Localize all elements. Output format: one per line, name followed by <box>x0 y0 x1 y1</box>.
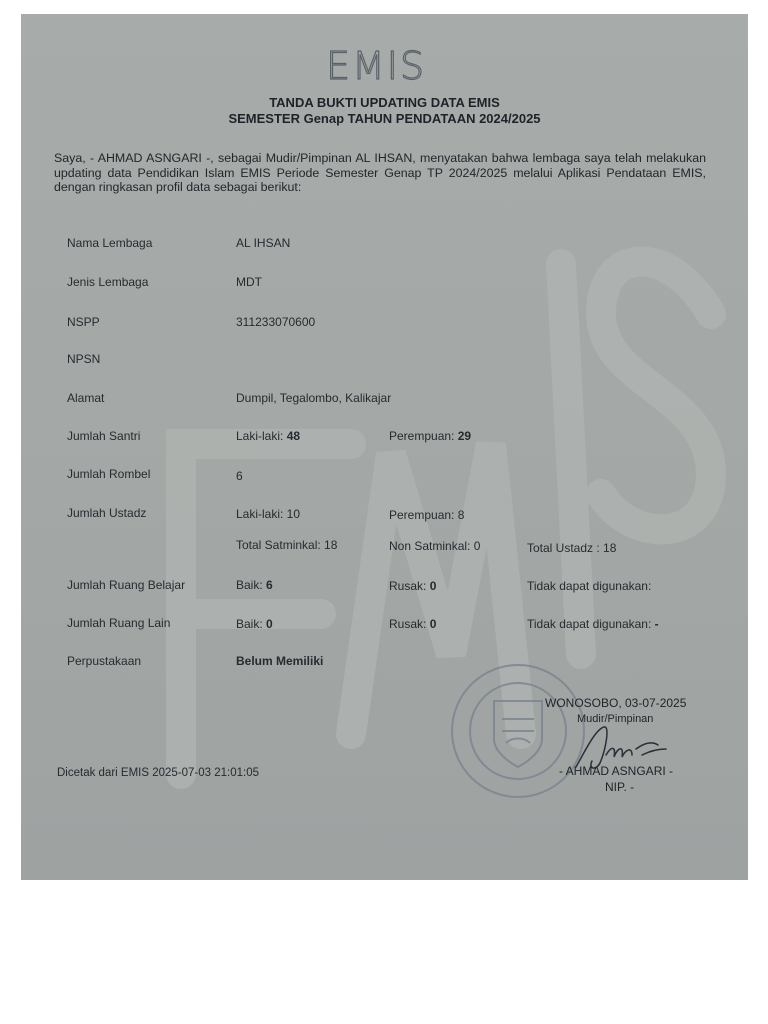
label-alamat: Alamat <box>67 391 105 405</box>
value-ustadz-laki: Laki-laki: 10 <box>236 507 301 521</box>
value-ruang-lain-rusak: Rusak: 0 <box>389 617 437 631</box>
document-subtitle: SEMESTER Genap TAHUN PENDATAAN 2024/2025 <box>228 111 541 126</box>
value-jumlah-rombel: 6 <box>236 469 243 483</box>
value-ruang-belajar-rusak: Rusak: 0 <box>389 579 437 593</box>
document-title: TANDA BUKTI UPDATING DATA EMIS <box>269 95 500 110</box>
signature-role: Mudir/Pimpinan <box>577 713 654 725</box>
document-photo <box>21 14 748 880</box>
value-ruang-belajar-tidak: Tidak dapat digunakan: <box>527 579 652 593</box>
value-ruang-belajar-baik: Baik: 6 <box>236 578 273 592</box>
printed-timestamp: Dicetak dari EMIS 2025-07-03 21:01:05 <box>57 767 260 779</box>
signature-place-date: WONOSOBO, 03-07-2025 <box>545 696 687 710</box>
value-perpustakaan: Belum Memiliki <box>236 654 324 668</box>
value-alamat: Dumpil, Tegalombo, Kalikajar <box>236 391 392 405</box>
value-jenis-lembaga: MDT <box>236 275 262 289</box>
value-santri-laki: Laki-laki: 48 <box>236 429 301 443</box>
label-jumlah-santri: Jumlah Santri <box>67 429 141 443</box>
label-jumlah-ustadz: Jumlah Ustadz <box>67 506 147 520</box>
value-nama-lembaga: AL IHSAN <box>236 236 291 250</box>
value-ruang-lain-tidak: Tidak dapat digunakan: - <box>527 617 659 631</box>
value-santri-perempuan: Perempuan: 29 <box>389 429 472 443</box>
value-nspp: 311233070600 <box>236 315 316 329</box>
emis-logo: EMIS <box>325 44 427 88</box>
value-ustadz-perempuan: Perempuan: 8 <box>389 508 465 522</box>
value-non-satminkal: Non Satminkal: 0 <box>389 539 481 553</box>
label-nama-lembaga: Nama Lembaga <box>67 236 153 250</box>
label-nspp: NSPP <box>67 315 100 329</box>
label-jumlah-rombel: Jumlah Rombel <box>67 467 151 481</box>
signature-nip: NIP. - <box>605 780 635 794</box>
intro-paragraph: Saya, - AHMAD ASNGARI -, sebagai Mudir/Pimpinan AL IHSAN, menyatakan bahwa lembaga saya telah melakukan updating data Pendidikan Islam EMIS Periode Semester Genap TP 2024/2025 melalui Aplikasi Pendataan EMIS, dengan ringkasan profil data sebagai berikut: <box>54 151 706 194</box>
label-perpustakaan: Perpustakaan <box>67 654 142 668</box>
value-ruang-lain-baik: Baik: 0 <box>236 617 273 631</box>
label-ruang-belajar: Jumlah Ruang Belajar <box>67 578 186 592</box>
label-ruang-lain: Jumlah Ruang Lain <box>67 616 171 630</box>
value-total-ustadz: Total Ustadz : 18 <box>527 541 617 555</box>
label-jenis-lembaga: Jenis Lembaga <box>67 275 149 289</box>
value-total-satminkal: Total Satminkal: 18 <box>236 538 338 552</box>
signature-name: - AHMAD ASNGARI - <box>559 764 674 778</box>
label-npsn: NPSN <box>67 352 101 366</box>
